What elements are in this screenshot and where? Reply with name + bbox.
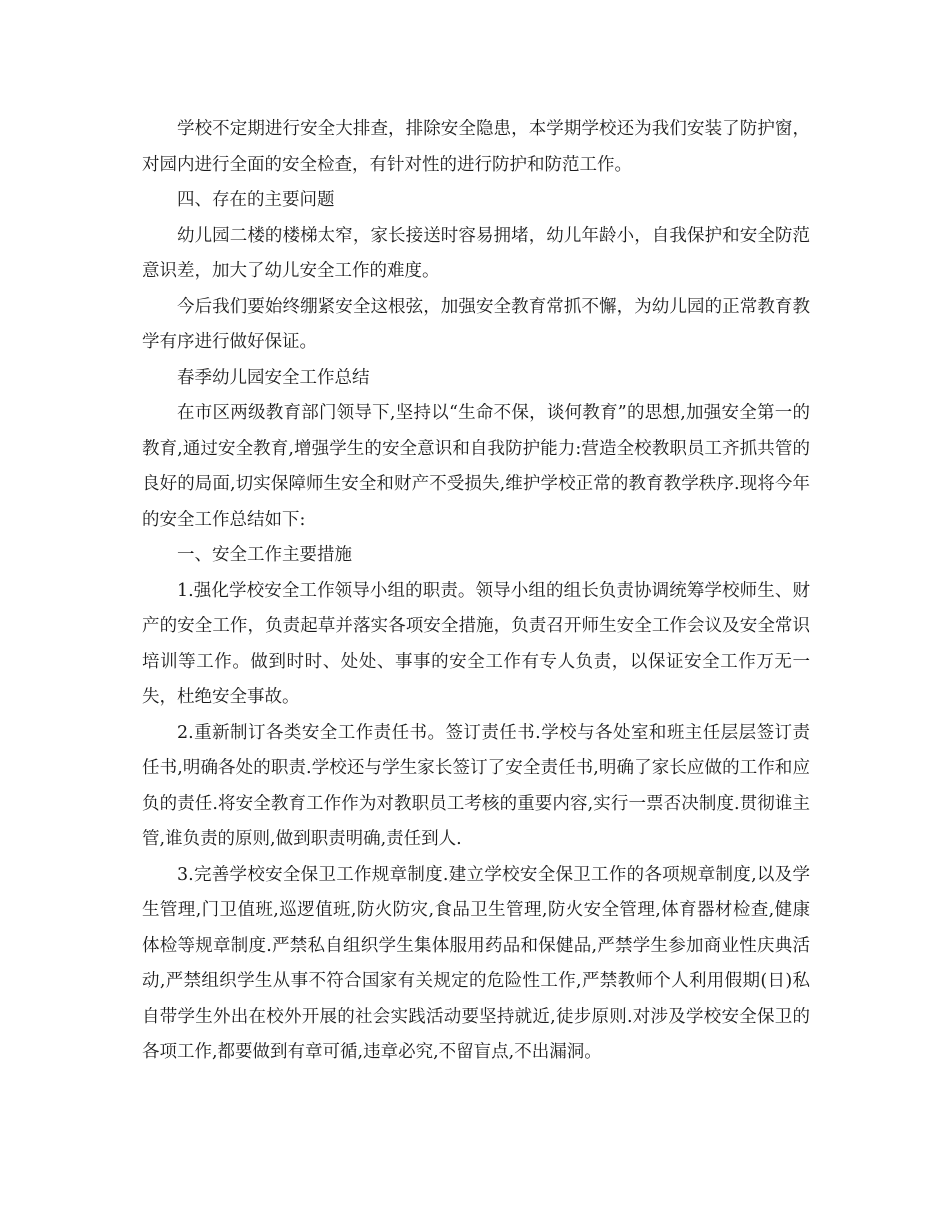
paragraph-measure-1: 1.强化学校安全工作领导小组的职责。领导小组的组长负责协调统筹学校师生、财产的安全工作，负责起草并落实各项安全措施，负责召开师生安全工作会议及安全常识培训等工作。做到时时、处处、事事的安全工作有专人负责，以保证安全工作万无一失，杜绝安全事故。 <box>142 580 810 707</box>
paragraph-measure-2: 2.重新制订各类安全工作责任书。签订责任书.学校与各处室和班主任层层签订责任书,明确各处的职责.学校还与学生家长签订了安全责任书,明确了家长应做的工作和应负的责任.将安全教育工作作为对教职员工考核的重要内容,实行一票否决制度.贯彻谁主管,谁负责的原则,做到职责明确,责任到人. <box>142 722 810 849</box>
paragraph-safety-inspection: 学校不定期进行安全大排查，排除安全隐患，本学期学校还为我们安装了防护窗，对园内进行全面的安全检查，有针对性的进行防护和防范工作。 <box>142 119 810 175</box>
paragraph-intro: 在市区两级教育部门领导下,坚持以“生命不保，谈何教育”的思想,加强安全第一的教育,通过安全教育,增强学生的安全意识和自我防护能力:营造全校教职员工齐抓共管的良好的局面,切实保障师生安全和财产不受损失,维护学校正常的教育教学秩序.现将今年的安全工作总结如下: <box>142 403 810 530</box>
heading-spring-summary: 春季幼儿园安全工作总结 <box>177 367 370 388</box>
paragraph-measure-3: 3.完善学校安全保卫工作规章制度.建立学校安全保卫工作的各项规章制度,以及学生管理,门卫值班,巡逻值班,防火防灾,食品卫生管理,防火安全管理,体育器材检查,健康体检等规章制度.严禁私自组织学生集体服用药品和保健品,严禁学生参加商业性庆典活动,严禁组织学生从事不符合国家有关规定的危险性工作,严禁教师个人利用假期(日)私自带学生外出在校外开展的社会实践活动要坚持就近,徒步原则.对涉及学校安全保卫的各项工作,都要做到有章可循,违章必究,不留盲点,不出漏洞。 <box>142 864 810 1062</box>
paragraph-stairs-problem: 幼儿园二楼的楼梯太窄，家长接送时容易拥堵，幼儿年龄小，自我保护和安全防范意识差，加大了幼儿安全工作的难度。 <box>142 225 810 281</box>
heading-main-problems: 四、存在的主要问题 <box>177 190 335 210</box>
paragraph-future-plan: 今后我们要始终绷紧安全这根弦，加强安全教育常抓不懈，为幼儿园的正常教育教学有序进行做好保证。 <box>142 296 810 352</box>
document-body <box>142 112 810 1071</box>
heading-main-measures: 一、安全工作主要措施 <box>177 545 352 565</box>
